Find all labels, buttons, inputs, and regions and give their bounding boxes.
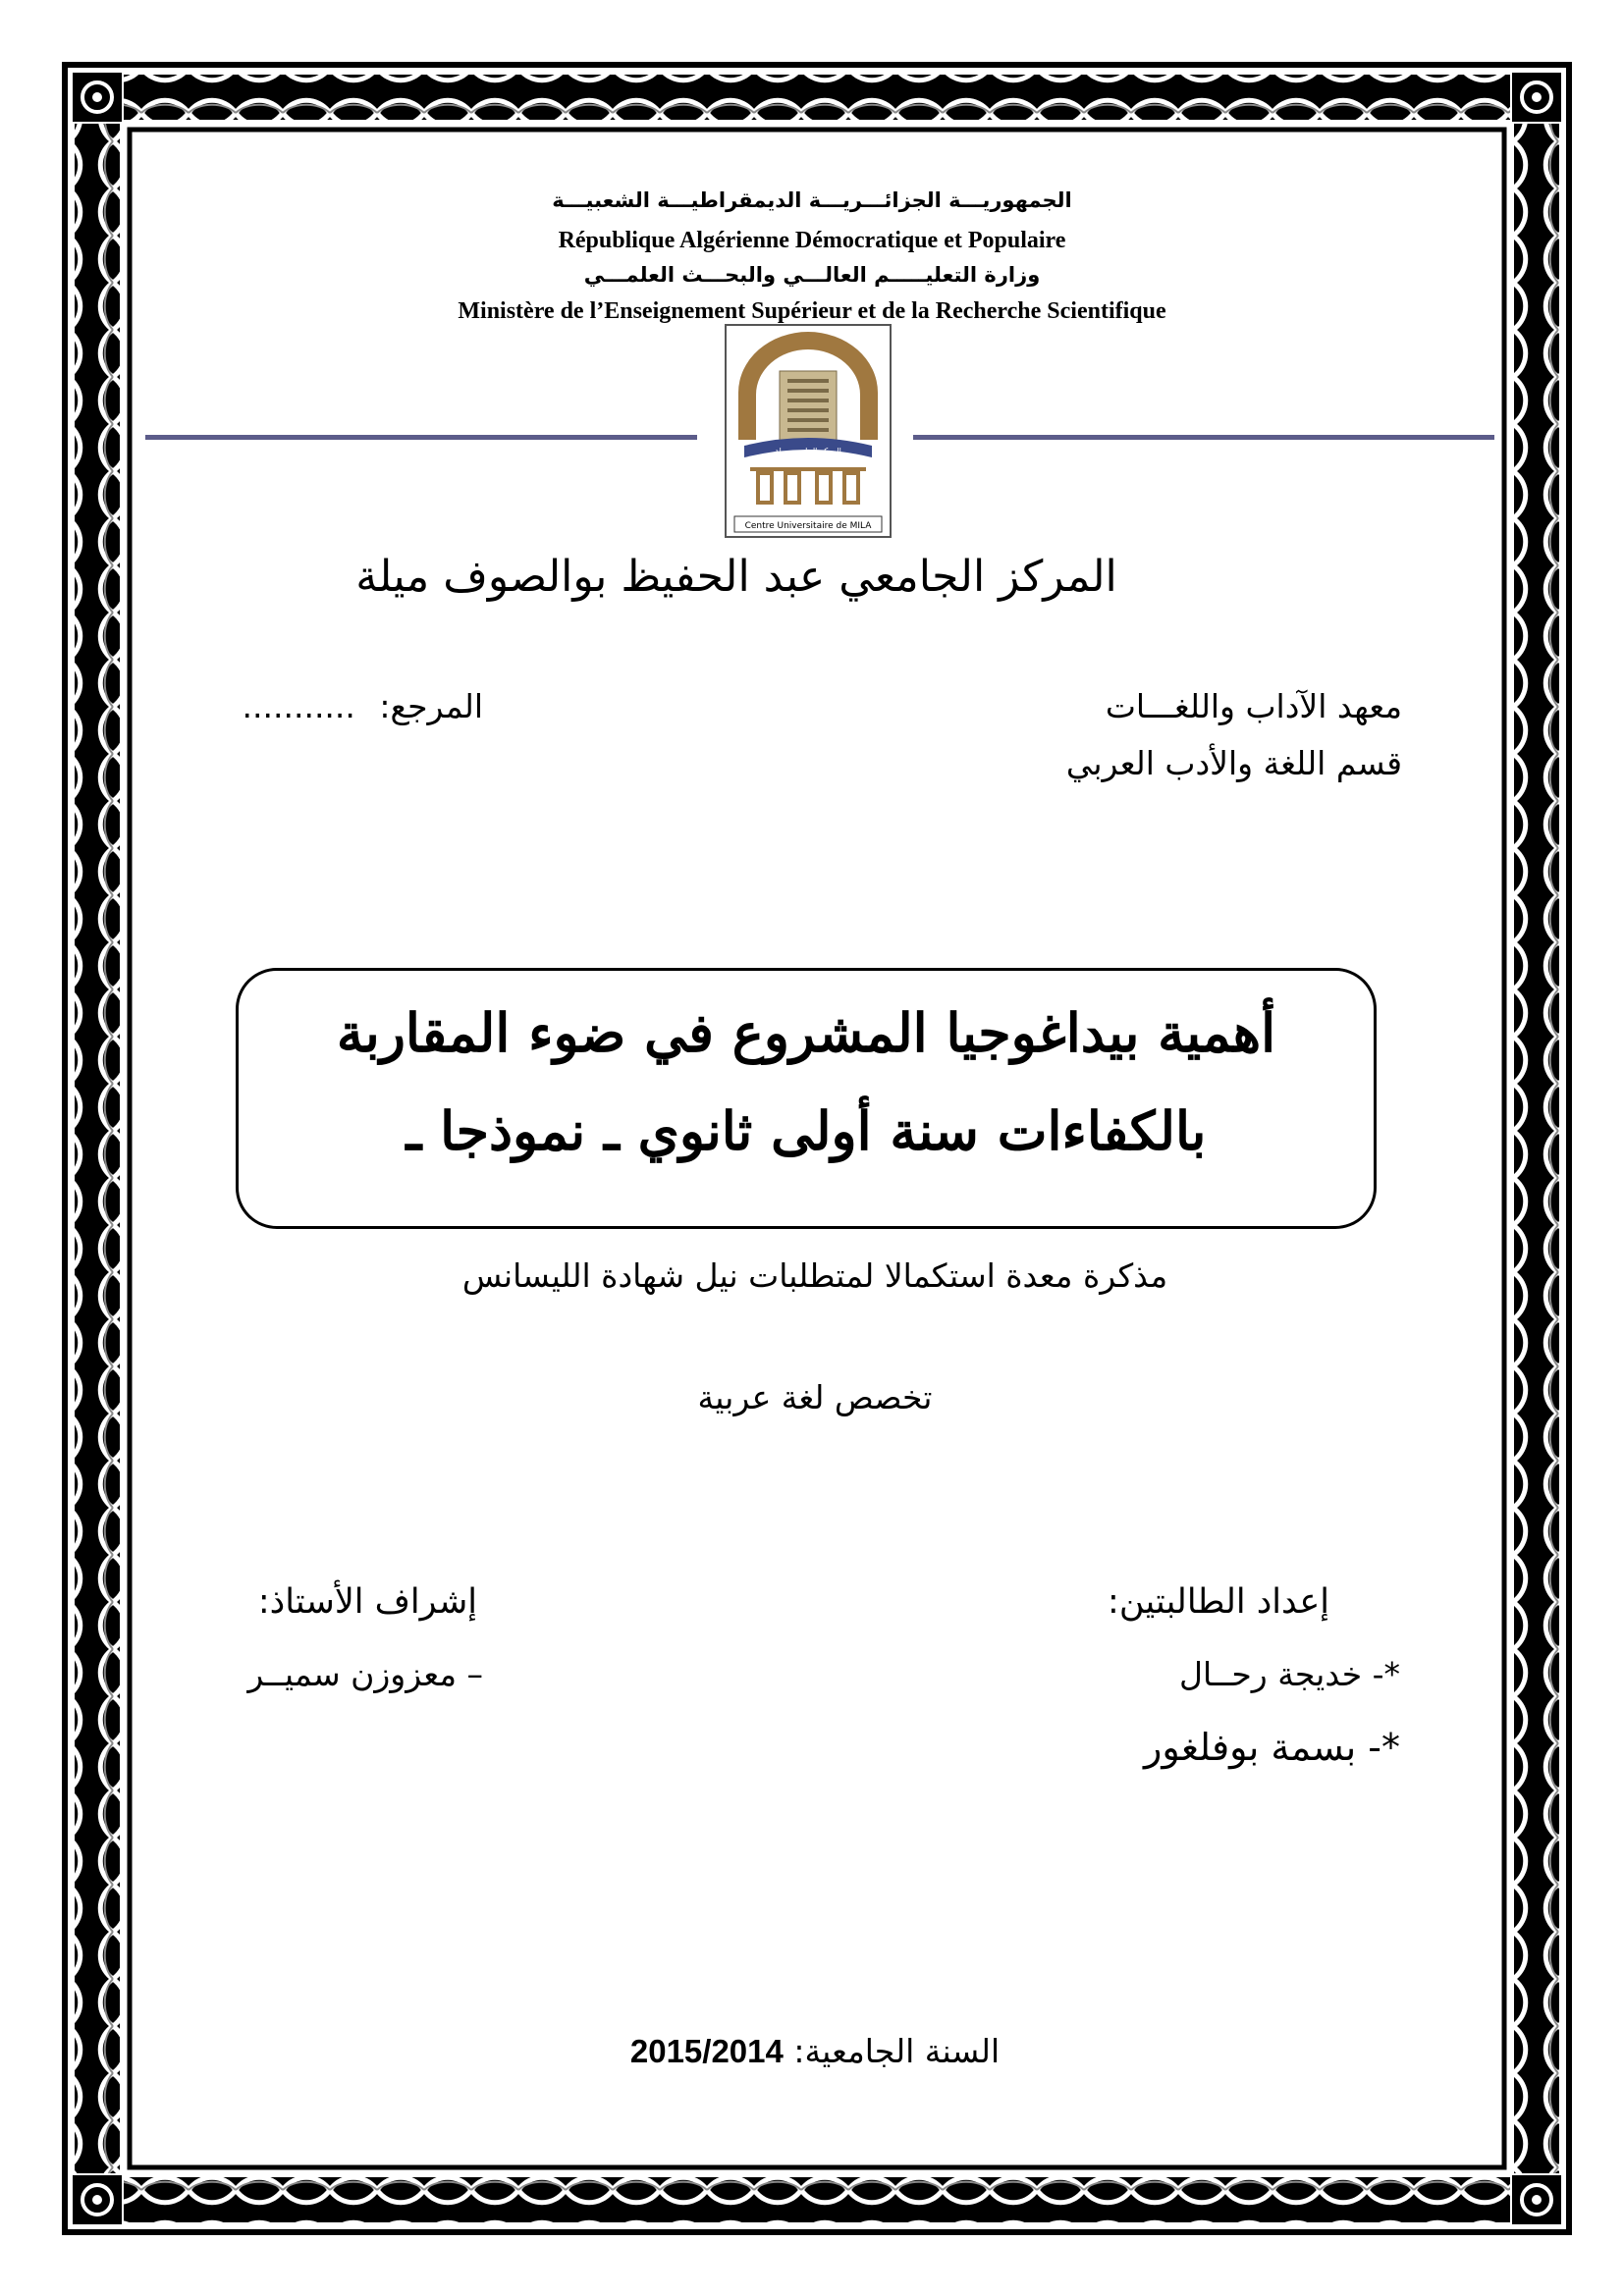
reference-value: ........... [242, 687, 355, 725]
header-rule-left [145, 435, 697, 440]
ministry-name-arabic: وزارة التعليـــــم العالـــي والبحـــث العلمـــي [583, 263, 1041, 287]
department-name: قسم اللغة والأدب العربي [1065, 744, 1402, 782]
students-heading: إعداد الطالبتين: [1108, 1582, 1329, 1622]
student-name-2: *- بسمة بوفلغور [1144, 1726, 1400, 1769]
academic-year-value: 2015/2014 [629, 2033, 784, 2069]
corner-ornament-icon [73, 73, 122, 122]
thesis-title-line-1: أهمية بيداغوجيا المشروع في ضوء المقاربة [336, 1001, 1276, 1064]
corner-ornament-icon [73, 2175, 122, 2224]
supervisor-name: – معزوزن سميــر [247, 1655, 483, 1693]
university-logo-icon [725, 324, 892, 538]
academic-year [471, 2032, 1159, 2070]
svg-text:Centre Universitaire de MILA: Centre Universitaire de MILA [744, 521, 872, 531]
thesis-title-line-2: بالكفاءات سنة أولى ثانوي ـ نموذجا ـ [406, 1099, 1207, 1162]
supervisor-heading: إشراف الأستاذ: [257, 1582, 477, 1622]
header-rule-right [913, 435, 1494, 440]
republic-name-french: République Algérienne Démocratique et Populaire [558, 228, 1066, 253]
republic-name-arabic: الجمهوريـــة الجزائـــريـــة الديمقراطيـــة الشعبيـــة [552, 188, 1072, 212]
corner-ornament-icon [1512, 2175, 1561, 2224]
university-name: المركز الجامعي عبد الحفيظ بوالصوف ميلة [355, 552, 1117, 602]
corner-ornament-icon [1512, 73, 1561, 122]
reference-field [243, 687, 483, 725]
thesis-subtitle: مذكرة معدة استكمالا لمتطلبات نيل شهادة الليسانس [461, 1256, 1168, 1295]
reference-label: المرجع: [379, 687, 483, 725]
university-logo [725, 324, 892, 538]
specialty: تخصص لغة عربية [697, 1378, 933, 1416]
institute-name: معهد الآداب واللغـــات [1105, 687, 1402, 725]
ministry-name-french: Ministère de l’Enseignement Supérieur et de la Recherche Scientifique [458, 298, 1166, 324]
student-name-1: *- خديجة رحــال [1179, 1655, 1400, 1693]
svg-text:المركز الجامعي ميلة: المركز الجامعي ميلة [775, 447, 841, 455]
academic-year-label: السنة الجامعية: [793, 2032, 1001, 2070]
